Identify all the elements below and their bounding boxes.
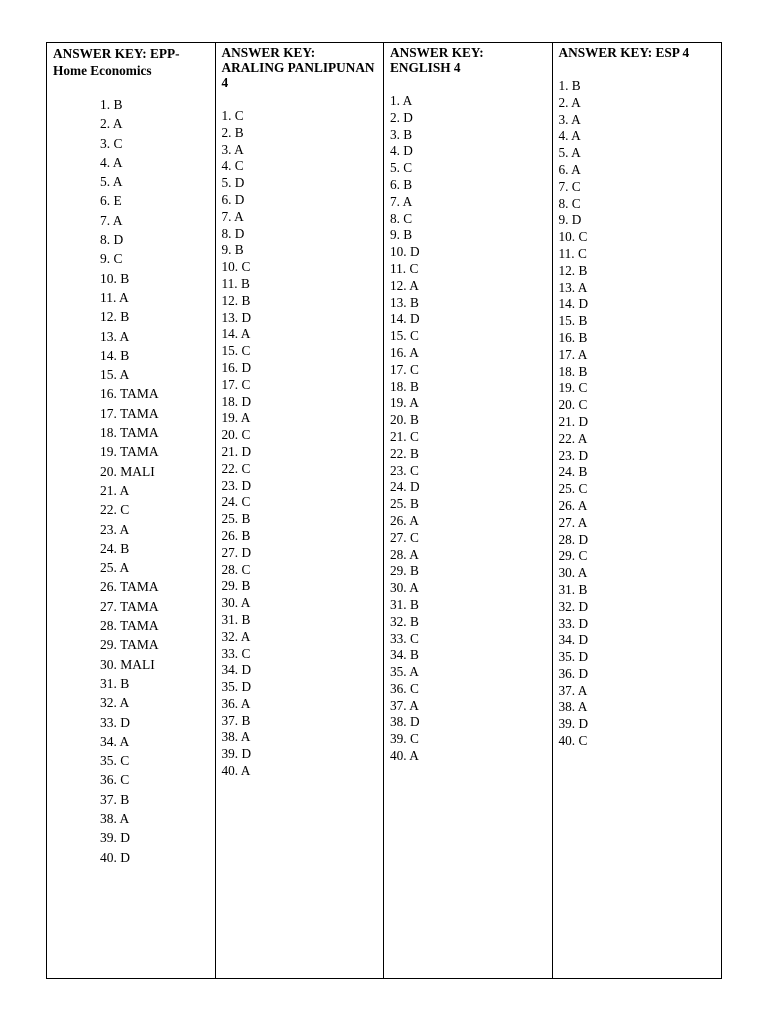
answer-item: 22. A — [558, 430, 588, 446]
answer-item: 33. C — [390, 630, 419, 646]
answer-item: 23. C — [390, 462, 419, 478]
answer-item: 24. C — [221, 494, 251, 510]
answer-item: 29. B — [390, 563, 419, 579]
answer-item: 34. B — [390, 647, 419, 663]
answer-item: 20. MALI — [100, 463, 155, 479]
answer-item: 36. A — [221, 695, 251, 711]
answer-item: 37. A — [390, 697, 419, 713]
answer-item: 13. D — [221, 309, 252, 325]
answer-item: 8. D — [100, 232, 124, 248]
answer-item: 4. A — [558, 128, 581, 144]
answer-item: 3. A — [558, 111, 581, 127]
answer-item: 15. C — [221, 343, 251, 359]
answer-item: 33. C — [221, 645, 251, 661]
answer-item: 4. C — [221, 158, 244, 174]
column-esp — [553, 43, 722, 978]
answer-item: 14. D — [558, 296, 589, 312]
answer-item: 35. C — [100, 753, 130, 769]
answer-item: 1. B — [100, 97, 123, 112]
answer-item: 5. C — [390, 160, 413, 176]
answer-item: 27. TAMA — [100, 598, 159, 614]
answer-item: 28. A — [390, 546, 419, 562]
answer-item: 9. D — [558, 212, 582, 228]
answer-item: 21. D — [558, 413, 589, 429]
answer-key-table — [46, 42, 722, 979]
answer-item: 19. A — [221, 410, 251, 426]
answer-item: 16. B — [558, 329, 588, 345]
answer-item: 35. A — [390, 664, 419, 680]
answer-item: 20. C — [221, 427, 251, 443]
answer-item: 40. C — [558, 733, 588, 749]
answer-item: 29. TAMA — [100, 637, 159, 653]
answer-item: 18. B — [558, 363, 588, 379]
answer-item: 4. A — [100, 154, 123, 170]
answer-item: 30. A — [390, 580, 419, 596]
answer-item: 39. C — [390, 731, 419, 747]
answer-item: 19. TAMA — [100, 444, 159, 460]
answer-item: 21. C — [390, 428, 419, 444]
answer-item: 31. B — [100, 675, 130, 691]
answer-item: 5. A — [558, 145, 581, 161]
answer-item: 33. D — [558, 615, 589, 631]
answer-item: 36. C — [390, 680, 419, 696]
answer-item: 12. B — [558, 262, 588, 278]
answer-item: 12. B — [221, 292, 251, 308]
answer-item: 27. A — [558, 514, 588, 530]
answer-item: 17. TAMA — [100, 405, 159, 421]
answer-item: 32. D — [558, 598, 589, 614]
answer-item: 3. A — [221, 141, 244, 157]
answer-item: 15. C — [390, 328, 419, 344]
answer-item: 6. A — [558, 161, 581, 177]
answer-item: 9. B — [221, 242, 244, 258]
answer-item: 12. B — [100, 309, 130, 325]
answer-item: 26. B — [221, 527, 251, 543]
answer-item: 1. A — [390, 93, 413, 108]
answer-item: 4. D — [390, 143, 413, 159]
column-title: ANSWER KEY: ENGLISH 4 — [390, 45, 484, 75]
column-title: ANSWER KEY: ARALING PANLIPUNAN 4 — [221, 45, 375, 90]
answer-item: 14. A — [221, 326, 251, 342]
answer-item: 8. C — [390, 210, 413, 226]
column-title: ANSWER KEY: ESP 4 — [558, 45, 690, 60]
answer-item: 2. B — [221, 124, 244, 140]
answer-item: 13. A — [558, 279, 588, 295]
answer-item: 20. B — [390, 412, 419, 428]
answer-item: 24. D — [390, 479, 420, 495]
answer-item: 39. D — [100, 830, 130, 846]
column-title: ANSWER KEY: EPP-Home Economics — [53, 46, 180, 78]
answer-item: 2. D — [390, 109, 413, 125]
answer-item: 27. C — [390, 529, 419, 545]
answer-item: 5. D — [221, 175, 245, 191]
answer-item: 15. B — [558, 313, 588, 329]
answer-item: 17. A — [558, 346, 588, 362]
answer-item: 6. B — [390, 176, 413, 192]
answer-item: 23. D — [221, 477, 252, 493]
answer-list — [384, 93, 552, 765]
answer-item: 9. B — [390, 227, 413, 243]
answer-item: 32. A — [100, 695, 130, 711]
answer-item: 36. D — [558, 665, 589, 681]
answer-item: 5. A — [100, 174, 123, 190]
answer-item: 11. A — [100, 289, 129, 305]
answer-item: 31. B — [390, 596, 419, 612]
answer-item: 40. D — [100, 849, 130, 865]
answer-item: 18. D — [221, 393, 252, 409]
answer-item: 14. B — [100, 347, 130, 363]
answer-item: 16. TAMA — [100, 386, 159, 402]
answer-item: 22. C — [221, 460, 251, 476]
answer-item: 30. A — [221, 595, 251, 611]
answer-item: 12. A — [390, 277, 419, 293]
answer-item: 20. C — [558, 397, 588, 413]
answer-item: 38. A — [100, 810, 130, 826]
answer-item: 30. MALI — [100, 656, 155, 672]
answer-item: 11. C — [390, 260, 419, 276]
answer-item: 17. C — [390, 361, 419, 377]
answer-item: 22. B — [390, 445, 419, 461]
answer-item: 13. A — [100, 328, 130, 344]
answer-item: 19. C — [558, 380, 588, 396]
answer-item: 36. C — [100, 772, 130, 788]
answer-item: 30. A — [558, 565, 588, 581]
answer-item: 23. D — [558, 447, 589, 463]
answer-item: 11. C — [558, 245, 587, 261]
answer-item: 27. D — [221, 544, 252, 560]
answer-item: 10. C — [558, 229, 588, 245]
answer-list — [553, 78, 722, 750]
answer-item: 25. C — [558, 481, 588, 497]
answer-item: 18. B — [390, 378, 419, 394]
answer-item: 32. A — [221, 628, 251, 644]
answer-item: 28. D — [558, 531, 589, 547]
answer-item: 28. TAMA — [100, 618, 159, 634]
answer-item: 26. TAMA — [100, 579, 159, 595]
answer-item: 22. C — [100, 502, 130, 518]
answer-item: 34. D — [558, 632, 589, 648]
answer-item: 32. B — [390, 613, 419, 629]
column-epp-home-economics — [47, 43, 216, 978]
answer-item: 6. D — [221, 191, 245, 207]
answer-item: 37. B — [221, 712, 251, 728]
answer-item: 21. D — [221, 443, 252, 459]
answer-item: 40. A — [221, 763, 251, 779]
answer-item: 3. C — [100, 135, 123, 151]
answer-item: 16. D — [221, 359, 252, 375]
column-araling-panlipunan — [216, 43, 385, 978]
answer-item: 25. B — [390, 496, 419, 512]
answer-item: 7. A — [221, 208, 244, 224]
answer-item: 14. D — [390, 311, 420, 327]
answer-item: 23. A — [100, 521, 130, 537]
answer-item: 18. TAMA — [100, 425, 159, 441]
answer-item: 8. D — [221, 225, 245, 241]
answer-item: 37. A — [558, 682, 588, 698]
answer-item: 25. A — [100, 560, 130, 576]
answer-item: 16. A — [390, 344, 419, 360]
answer-item: 31. B — [558, 581, 588, 597]
answer-item: 35. D — [221, 679, 252, 695]
answer-item: 7. C — [558, 178, 581, 194]
answer-item: 21. A — [100, 482, 130, 498]
answer-item: 10. B — [100, 270, 130, 286]
answer-item: 9. C — [100, 251, 123, 267]
answer-item: 29. B — [221, 578, 251, 594]
answer-item: 38. D — [390, 714, 420, 730]
answer-item: 38. A — [558, 699, 588, 715]
answer-item: 3. B — [390, 126, 413, 142]
answer-item: 29. C — [558, 548, 588, 564]
answer-item: 2. A — [558, 94, 581, 110]
answer-item: 2. A — [100, 116, 123, 132]
answer-item: 10. C — [221, 259, 251, 275]
answer-item: 13. B — [390, 294, 419, 310]
answer-item: 24. B — [100, 540, 130, 556]
answer-item: 31. B — [221, 611, 251, 627]
answer-item: 1. B — [558, 78, 581, 93]
answer-item: 40. A — [390, 748, 419, 764]
answer-item: 15. A — [100, 367, 130, 383]
answer-list — [47, 95, 215, 867]
answer-item: 33. D — [100, 714, 130, 730]
answer-item: 35. D — [558, 649, 589, 665]
answer-item: 34. D — [221, 662, 252, 678]
answer-item: 1. C — [221, 108, 244, 123]
answer-item: 19. A — [390, 395, 419, 411]
answer-item: 6. E — [100, 193, 122, 209]
answer-item: 8. C — [558, 195, 581, 211]
answer-item: 26. A — [558, 497, 588, 513]
answer-item: 11. B — [221, 275, 250, 291]
answer-item: 34. A — [100, 733, 130, 749]
column-english — [384, 43, 553, 978]
answer-item: 39. D — [558, 716, 589, 732]
answer-item: 17. C — [221, 376, 251, 392]
answer-item: 39. D — [221, 746, 252, 762]
answer-item: 37. B — [100, 791, 130, 807]
answer-item: 28. C — [221, 561, 251, 577]
answer-item: 24. B — [558, 464, 588, 480]
answer-item: 7. A — [100, 212, 123, 228]
answer-item: 38. A — [221, 729, 251, 745]
answer-item: 26. A — [390, 512, 419, 528]
answer-item: 10. D — [390, 244, 420, 260]
answer-list — [216, 108, 384, 780]
answer-item: 7. A — [390, 193, 413, 209]
answer-item: 25. B — [221, 511, 251, 527]
